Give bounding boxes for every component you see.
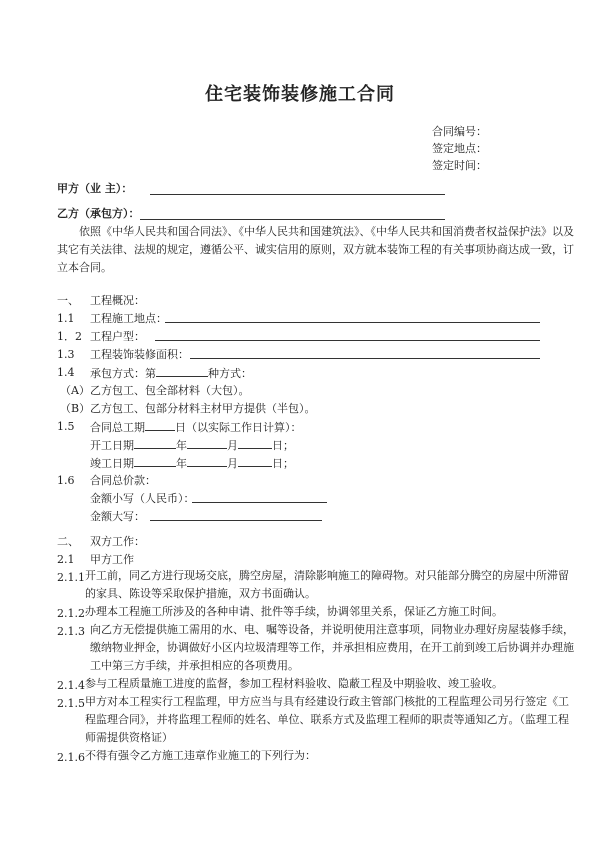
amount-small-field[interactable] [192, 502, 327, 503]
item-1-4-number: 1.4 [57, 366, 75, 379]
page-title: 住宅装饰装修施工合同 [205, 84, 395, 105]
item-1-4-label [90, 366, 252, 381]
end-date-row [90, 456, 294, 471]
start-date-label: 开工日期 [90, 439, 134, 452]
option-a-text: 乙方包工、包全部材料（大包）。 [90, 384, 250, 397]
section-2-number: 二、 [57, 535, 79, 548]
start-date-row [90, 438, 294, 453]
duration-prefix: 合同总工期 [90, 421, 145, 434]
party-b-field[interactable] [140, 219, 445, 220]
party-b-label: 乙方（承包方）： [57, 207, 140, 220]
site-address-field[interactable] [165, 322, 540, 323]
item-1-2-number: 1．2 [57, 330, 82, 343]
amount-small-label: 金额小写（人民币）： [90, 492, 195, 505]
item-2-1-6-number: 2.1.6 [57, 751, 85, 764]
item-2-1-2-text: 办理本工程施工所涉及的各种申请、批件等手续，协调邻里关系，保证乙方施工时间。 [85, 605, 503, 618]
end-year-field[interactable] [134, 456, 176, 467]
start-day-field[interactable] [238, 438, 272, 449]
item-1-2-label: 工程户型： [90, 330, 145, 343]
item-2-1-1-text: 开工前，同乙方进行现场交底，腾空房屋，清除影响施工的障碍物。对只能部分腾空的房屋中所滞留的家具、陈设等采取保护措施，双方书面确认。 [85, 569, 569, 600]
contract-mode-prefix: 承包方式：第 [90, 367, 156, 380]
contract-number-label: 合同编号： [432, 125, 487, 138]
item-2-1-label: 甲方工作 [90, 553, 134, 566]
party-a-field[interactable] [150, 194, 445, 195]
item-1-3-number: 1.3 [57, 348, 75, 361]
item-1-5-number: 1.5 [57, 420, 75, 433]
item-2-1-4-text: 参与工程质量施工进度的监督，参加工程材料验收、隐蔽工程及中期验收、竣工验收。 [85, 677, 503, 690]
item-1-6-label: 合同总价款： [90, 474, 156, 487]
end-date-label: 竣工日期 [90, 457, 134, 470]
month-unit: 月 [227, 457, 238, 470]
option-b-text: 乙方包工、包部分材料主材甲方提供（半包）。 [90, 402, 316, 415]
item-2-1-3-number: 2.1.3 [57, 625, 85, 638]
item-2-1-1-number: 2.1.1 [57, 571, 85, 584]
end-day-field[interactable] [238, 456, 272, 467]
section-2-heading: 双方工作： [90, 535, 145, 548]
preamble-paragraph: 依照《中华人民共和国合同法》、《中华人民共和国建筑法》、《中华人民共和国消费者权益保护法》以及其它有关法律、法规的规定，遵循公平、诚实信用的原则，双方就本装饰工程的有关事项协商达成一致，订立本合同。 [57, 225, 574, 274]
year-unit: 年 [176, 439, 187, 452]
contract-mode-field[interactable] [156, 366, 208, 377]
item-1-1-number: 1.1 [57, 312, 75, 325]
sign-time-label: 签定时间： [432, 159, 487, 172]
item-2-1-6-text: 不得有强令乙方施工违章作业施工的下列行为： [85, 749, 316, 762]
amount-big-label: 金额大写： [90, 510, 145, 523]
option-b-marker: （B） [60, 402, 91, 415]
day-unit: 日； [272, 439, 294, 452]
area-field[interactable] [190, 358, 540, 359]
day-unit: 日； [272, 457, 294, 470]
duration-field[interactable] [145, 420, 175, 431]
item-2-1-3-text: 向乙方无偿提供施工需用的水、电、嘱等设备，并说明使用注意事项，同物业办理好房屋装修手续，缴纳物业押金，协调做好小区内垃圾清理等工作，并承担相应费用，在开工前到竣工后协调并办理施工中第三方手续，并承担相应的各项费用。 [90, 623, 574, 672]
start-month-field[interactable] [187, 438, 227, 449]
item-1-5-label [90, 420, 302, 435]
section-1-heading: 工程概况： [90, 294, 145, 307]
end-month-field[interactable] [187, 456, 227, 467]
section-1-number: 一、 [57, 294, 79, 307]
item-2-1-4-number: 2.1.4 [57, 679, 85, 692]
contract-mode-suffix: 种方式： [208, 367, 252, 380]
item-2-1-5-text: 甲方对本工程实行工程监理，甲方应当与具有经建设行政主管部门核批的工程监理公司另行签定《工程监理合同》，并将监理工程师的姓名、单位、联系方式及监理工程师的职责等通知乙方。（监理工程师需提供资格证） [85, 695, 569, 744]
item-1-1-label: 工程施工地点： [90, 312, 167, 325]
year-unit: 年 [176, 457, 187, 470]
item-1-6-number: 1.6 [57, 474, 75, 487]
start-year-field[interactable] [134, 438, 176, 449]
party-a-label: 甲方（业 主）： [57, 182, 133, 195]
item-2-1-5-number: 2.1.5 [57, 697, 85, 710]
amount-big-field[interactable] [150, 520, 322, 521]
month-unit: 月 [227, 439, 238, 452]
item-2-1-number: 2.1 [57, 553, 75, 566]
item-2-1-2-number: 2.1.2 [57, 607, 85, 620]
duration-suffix: 日（以实际工作日计算）： [175, 421, 302, 434]
option-a-marker: （A） [60, 384, 90, 397]
sign-place-label: 签定地点： [432, 142, 487, 155]
item-1-3-label: 工程装饰装修面积： [90, 348, 189, 361]
unit-type-field[interactable] [155, 340, 540, 341]
